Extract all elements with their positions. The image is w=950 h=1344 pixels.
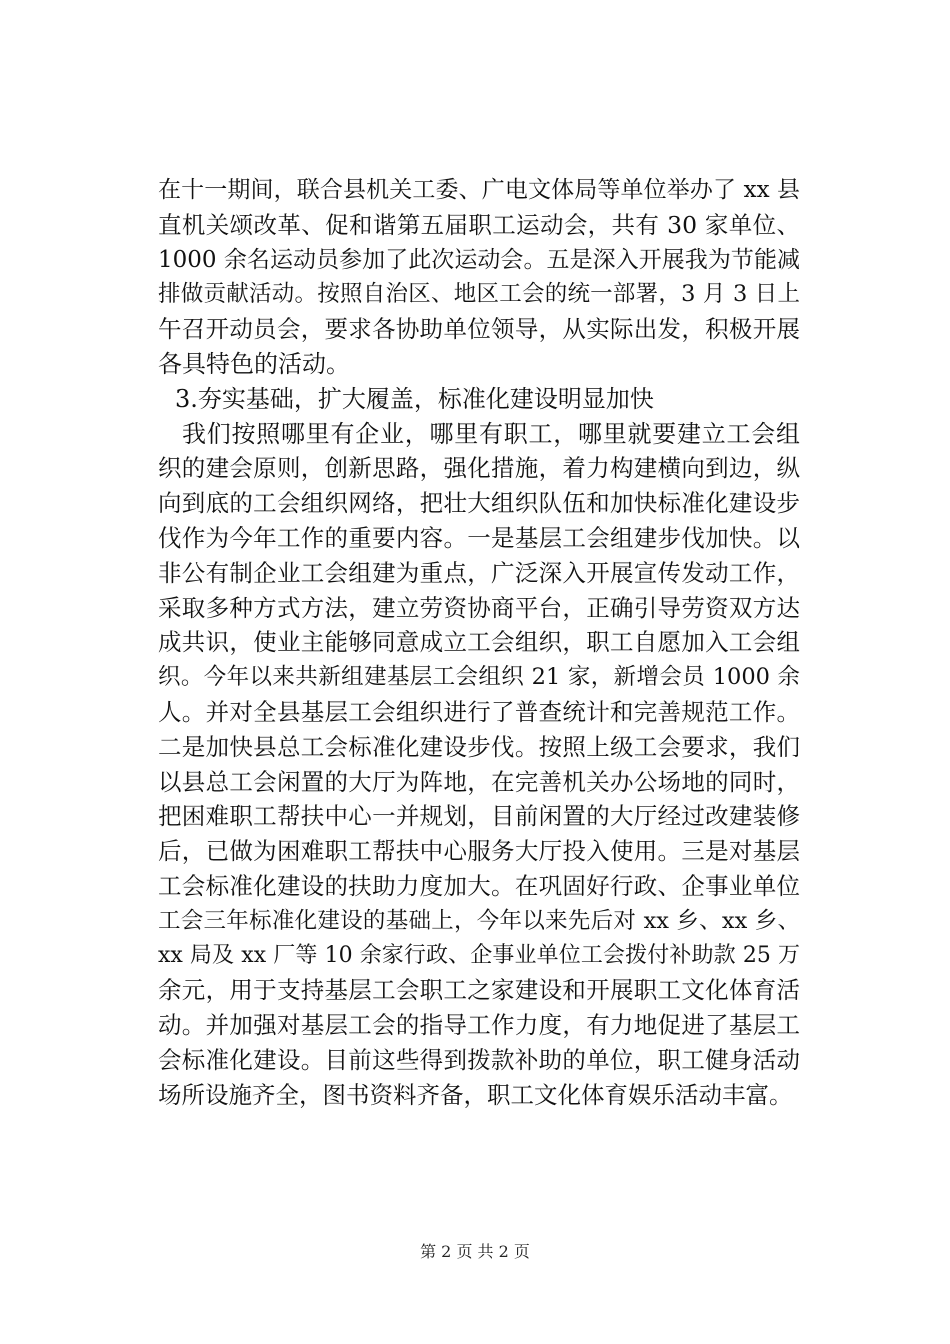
text-line: 午召开动员会，要求各协助单位领导，从实际出发，积极开展 — [158, 315, 800, 344]
text-line: 把困难职工帮扶中心一并规划，目前闲置的大厅经过改建装修 — [158, 802, 800, 831]
text-line: xx 局及 xx 厂等 10 余家行政、企事业单位工会拨付补助款 25 万 — [158, 942, 800, 968]
document-body — [158, 173, 800, 1113]
text-line: 余元，用于支持基层工会职工之家建设和开展职工文化体育活 — [158, 976, 800, 1005]
text-line: 后，已做为困难职工帮扶中心服务大厅投入使用。三是对基层 — [158, 837, 800, 866]
text-line: 在十一期间，联合县机关工委、广电文体局等单位举办了 xx 县 — [158, 177, 800, 203]
page-number-footer: 第 2 页 共 2 页 — [420, 1242, 530, 1261]
text-line: 会标准化建设。目前这些得到拨款补助的单位，职工健身活动 — [158, 1045, 800, 1074]
text-line: 采取多种方式方法，建立劳资协商平台，正确引导劳资双方达 — [158, 593, 800, 622]
text-line: 织。今年以来共新组建基层工会组织 21 家，新增会员 1000 余 — [158, 664, 800, 691]
text-line: 人。并对全县基层工会组织进行了普查统计和完善规范工作。 — [158, 697, 800, 726]
section-heading: 3.夯实基础，扩大履盖，标准化建设明显加快 — [175, 384, 654, 413]
text-line: 场所设施齐全，图书资料齐备，职工文化体育娱乐活动丰富。 — [158, 1080, 793, 1109]
text-line: 各具特色的活动。 — [158, 349, 350, 378]
text-line: 我们按照哪里有企业，哪里有职工，哪里就要建立工会组 — [182, 419, 800, 448]
text-line: 非公有制企业工会组建为重点，广泛深入开展宣传发动工作， — [158, 558, 800, 587]
text-line: 动。并加强对基层工会的指导工作力度，有力地促进了基层工 — [158, 1011, 800, 1040]
text-line: 以县总工会闲置的大厅为阵地，在完善机关办公场地的同时， — [158, 767, 800, 796]
text-line: 工会标准化建设的扶助力度加大。在巩固好行政、企事业单位 — [158, 871, 800, 900]
text-line: 二是加快县总工会标准化建设步伐。按照上级工会要求，我们 — [158, 732, 800, 761]
text-line: 工会三年标准化建设的基础上，今年以来先后对 xx 乡、xx 乡、 — [158, 907, 800, 934]
text-line: 排做贡献活动。按照自治区、地区工会的统一部署，3 月 3 日上 — [158, 281, 800, 308]
text-line: 成共识，使业主能够同意成立工会组织，职工自愿加入工会组 — [158, 628, 800, 657]
text-line: 向到底的工会组织网络，把壮大组织队伍和加快标准化建设步 — [158, 489, 800, 518]
text-line: 织的建会原则，创新思路，强化措施，着力构建横向到边，纵 — [158, 454, 800, 483]
text-line: 1000 余名运动员参加了此次运动会。五是深入开展我为节能减 — [158, 246, 800, 273]
text-line: 伐作为今年工作的重要内容。一是基层工会组建步伐加快。以 — [158, 523, 800, 552]
text-line: 直机关颂改革、促和谐第五届职工运动会，共有 30 家单位、 — [158, 210, 800, 239]
